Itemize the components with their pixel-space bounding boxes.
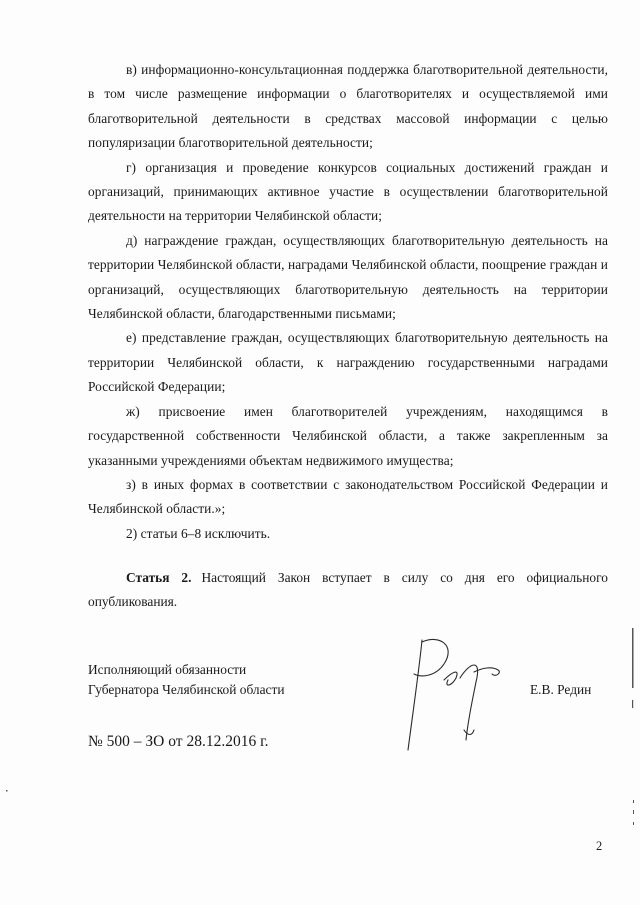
paragraph-d: д) награждение граждан, осуществляющих благотворительную деятельность на территории Челябинской области, наградами Челябинской области, поощрение граждан и организаций, осуществляющих благотворительную деятельность на территории Челябинской области, благодарственными письмами; <box>88 232 608 322</box>
paragraph-zh: ж) присвоение имен благотворителей учреждениям, находящимся в государственной собственности Челябинской области, а также закрепленным за указанными учреждениями объектам недвижимого имущества; <box>88 403 608 468</box>
paragraph-g: г) организация и проведение конкурсов социальных достижений граждан и организаций, принимающих активное участие в осуществлении благотворительной деятельности на территории Челябинской области; <box>88 159 608 224</box>
paragraph-z: з) в иных формах в соответствии с законодательством Российской Федерации и Челябинской области.»; <box>88 476 608 517</box>
paragraph-item-2: 2) статьи 6–8 исключить. <box>126 525 271 541</box>
signatory-name: Е.В. Редин <box>530 682 592 697</box>
article-2 <box>88 566 608 615</box>
handwritten-signature <box>400 632 520 762</box>
document-body <box>88 58 608 546</box>
paragraph-e: е) представление граждан, осуществляющих благотворительную деятельность на территории Челябинской области, к награждению государственными наградами Российской Федерации; <box>88 330 608 395</box>
article-2-label: Статья 2. <box>126 570 192 585</box>
paragraph-v: в) информационно-консультационная поддержка благотворительной деятельности, в том числе размещение информации о благотворителях и осуществляемой ими благотворительной деятельности в средствах массовой информации с целью популяризации благотворительной деятельности; <box>88 62 608 151</box>
signatory-position <box>88 660 285 700</box>
signatory-position-line1: Исполняющий обязанности <box>88 662 247 677</box>
signatory-position-line2: Губернатора Челябинской области <box>88 682 285 697</box>
article-2-text: Настоящий Закон вступает в силу со дня его официального опубликования. <box>88 570 608 610</box>
law-number: № 500 – ЗО от 28.12.2016 г. <box>88 733 269 750</box>
page-number: 2 <box>596 839 603 853</box>
